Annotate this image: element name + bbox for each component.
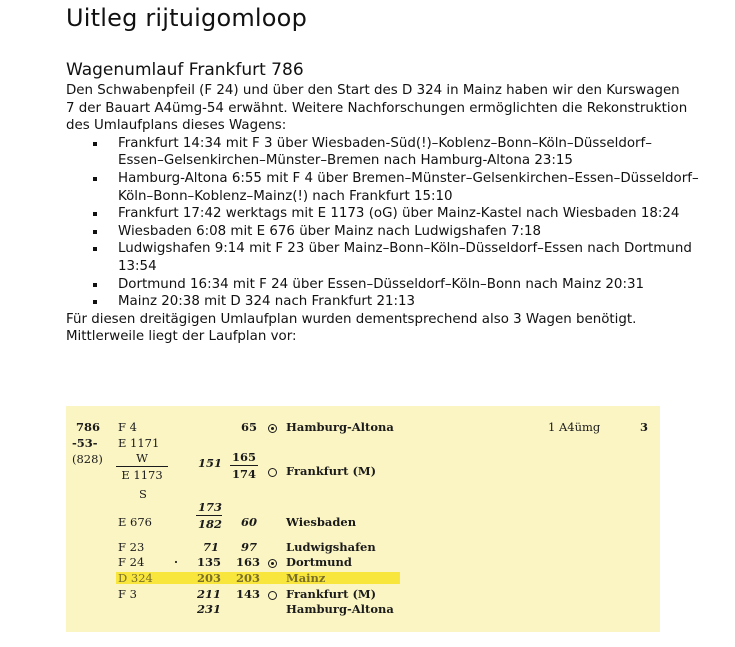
departure-value: 203 bbox=[197, 571, 222, 585]
departure-value: 151 bbox=[198, 456, 223, 470]
section-heading: Wagenumlauf Frankfurt 786 bbox=[66, 60, 304, 80]
train-number: D 324 bbox=[118, 571, 153, 585]
stop-marker-icon bbox=[268, 559, 277, 568]
departure-value: 231 bbox=[197, 602, 222, 616]
station-name: Frankfurt (M) bbox=[286, 587, 377, 601]
circulation-item: Frankfurt 17:42 werktags mit E 1173 (oG) über Mainz-Kastel nach Wiesbaden 18:24 bbox=[118, 205, 735, 223]
circulation-item: Ludwigshafen 9:14 mit F 23 über Mainz–Bonn–Köln–Düsseldorf–Essen nach Dortmund 13:54 bbox=[118, 240, 735, 275]
plan-code: -53- bbox=[72, 436, 98, 450]
plan-number: 786 bbox=[76, 420, 101, 434]
arrival-value: 163 bbox=[236, 555, 261, 569]
train-number: F 24 bbox=[118, 555, 145, 569]
plan-alt: (828) bbox=[72, 452, 103, 466]
circulation-item: Hamburg-Altona 6:55 mit F 4 über Bremen–Münster–Gelsenkirchen–Essen–Düsseldorf– Köln–Bonn–Koblenz–Mainz(!) nach Frankfurt 15:10 bbox=[118, 170, 735, 205]
train-number: F 4 bbox=[118, 420, 137, 434]
departure-value: 71 bbox=[203, 540, 220, 554]
train-number: F 23 bbox=[118, 540, 145, 554]
arrival-value: 174 bbox=[232, 467, 257, 481]
scanned-timetable bbox=[66, 406, 660, 632]
outro-line: Für diesen dreitägigen Umlaufplan wurden dementsprechend also 3 Wagen benötigt. bbox=[66, 311, 637, 327]
train-fraction bbox=[116, 450, 168, 483]
station-name: Frankfurt (M) bbox=[286, 464, 377, 478]
train-note: S bbox=[139, 487, 147, 501]
station-name: Hamburg-Altona bbox=[286, 602, 394, 616]
departure-value: 173 bbox=[198, 500, 223, 514]
dot-mark: · bbox=[174, 555, 179, 569]
arrival-value: 60 bbox=[241, 515, 258, 529]
train-number: W bbox=[116, 450, 168, 467]
station-name: Mainz bbox=[286, 571, 326, 585]
intro-line: 7 der Bauart A4ümg-54 erwähnt. Weitere Nachforschungen ermöglichten die Rekonstruktion bbox=[66, 100, 688, 116]
outro-line: Mittlerweile liegt der Laufplan vor: bbox=[66, 329, 297, 345]
circulation-item: Mainz 20:38 mit D 324 nach Frankfurt 21:13 bbox=[118, 293, 735, 311]
stop-marker-icon bbox=[268, 468, 277, 477]
departure-fraction bbox=[196, 499, 222, 532]
circulation-item: Wiesbaden 6:08 mit E 676 über Mainz nach Ludwigshafen 7:18 bbox=[118, 223, 735, 241]
station-name: Ludwigshafen bbox=[286, 540, 376, 554]
circulation-item: Dortmund 16:34 mit F 24 über Essen–Düsseldorf–Köln–Bonn nach Mainz 20:31 bbox=[118, 276, 735, 294]
circulation-list bbox=[66, 135, 735, 311]
station-name: Dortmund bbox=[286, 555, 352, 569]
circulation-item: Frankfurt 14:34 mit F 3 über Wiesbaden-Süd(!)–Koblenz–Bonn–Köln–Düsseldorf– Essen–Gelsenkirchen–Münster–Bremen nach Hamburg-Altona 23:15 bbox=[118, 135, 735, 170]
page-title: Uitleg rijtuigomloop bbox=[66, 4, 307, 32]
wagon-count: 3 bbox=[640, 420, 649, 434]
train-number: E 1171 bbox=[118, 436, 160, 450]
departure-value: 182 bbox=[198, 517, 223, 531]
station-name: Wiesbaden bbox=[286, 515, 357, 529]
station-name: Hamburg-Altona bbox=[286, 420, 394, 434]
train-number: F 3 bbox=[118, 587, 137, 601]
arrival-value: 165 bbox=[232, 450, 257, 464]
arrival-value: 97 bbox=[241, 540, 258, 554]
departure-value: 211 bbox=[197, 587, 222, 601]
stop-marker-icon bbox=[268, 424, 277, 433]
arrival-value: 143 bbox=[236, 587, 261, 601]
train-number: E 1173 bbox=[121, 468, 163, 482]
arrival-value: 65 bbox=[241, 420, 258, 434]
stop-marker-icon bbox=[268, 591, 277, 600]
intro-line: Den Schwabenpfeil (F 24) und über den Start des D 324 in Mainz haben wir den Kurswagen bbox=[66, 83, 680, 98]
intro-line: des Umlaufplans dieses Wagens: bbox=[66, 118, 287, 134]
arrival-value: 203 bbox=[236, 571, 261, 585]
train-number: E 676 bbox=[118, 515, 153, 529]
departure-value: 135 bbox=[197, 555, 222, 569]
arrival-fraction bbox=[230, 449, 258, 482]
body-text bbox=[66, 82, 735, 346]
class-label: 1 A4ümg bbox=[548, 420, 601, 434]
